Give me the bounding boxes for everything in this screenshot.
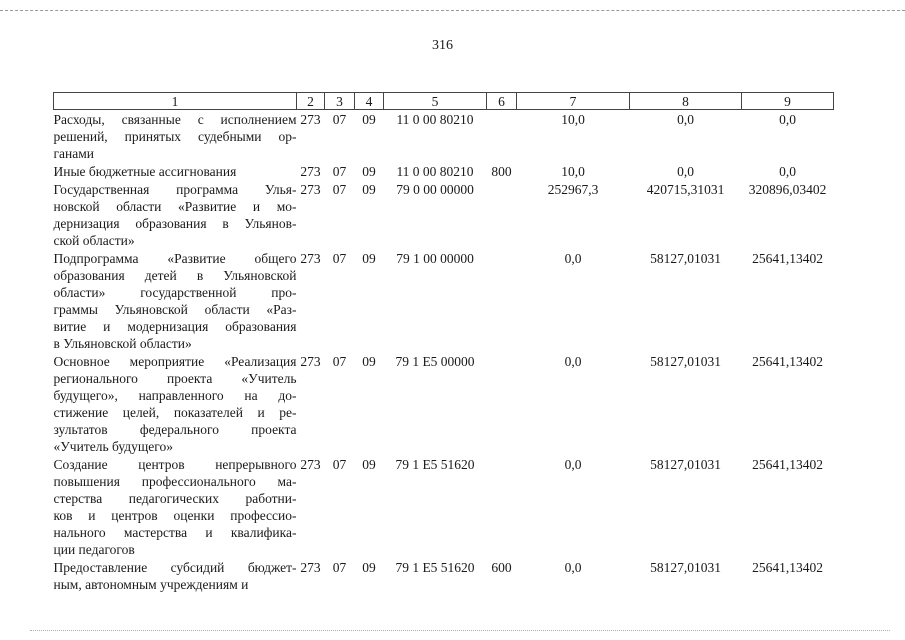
- cell-expense-type: [487, 352, 517, 455]
- row-description: [54, 162, 297, 180]
- cell-amount-7: 0,0: [564, 354, 582, 369]
- cell-amount-8: 58127,01031: [650, 354, 721, 369]
- cell-target-article: 79 1 00 00000: [396, 251, 474, 266]
- description-line: стижение целей, показателей и ре-: [53, 405, 297, 420]
- description-line: новской области «Развитие и мо-: [53, 199, 297, 214]
- description-line: ской области»: [53, 233, 135, 248]
- cell-expense-type: 600: [491, 560, 512, 575]
- column-header: 8: [630, 93, 742, 110]
- cell-amount-9: 25641,13402: [752, 457, 823, 472]
- cell-amount-8: 58127,01031: [650, 457, 721, 472]
- cell-target-article: 79 1 Е5 51620: [395, 457, 475, 472]
- column-header: 5: [384, 93, 487, 110]
- cell-subsection: 09: [362, 354, 376, 369]
- cell-expense-type: [487, 110, 517, 163]
- row-description: [54, 558, 297, 593]
- cell-admin-code: 273: [300, 354, 321, 369]
- column-header: 4: [355, 93, 384, 110]
- cell-subsection: 09: [362, 182, 376, 197]
- description-line: ганами: [53, 146, 95, 161]
- cell-target-article: 79 1 Е5 00000: [395, 354, 475, 369]
- table-row: [54, 110, 834, 163]
- description-line: Создание центров непрерывного: [53, 457, 297, 472]
- description-line: области» государственной про-: [53, 285, 297, 300]
- cell-amount-8: 58127,01031: [650, 560, 721, 575]
- cell-amount-7: 0,0: [564, 251, 582, 266]
- description-line: ков и центров оценки профессио-: [53, 508, 297, 523]
- cell-admin-code: 273: [300, 182, 321, 197]
- scan-edge-top: [0, 10, 905, 11]
- column-header: 2: [297, 93, 325, 110]
- description-line: Предоставление субсидий бюджет-: [53, 560, 297, 575]
- cell-amount-9: 320896,03402: [748, 182, 827, 197]
- row-description: [54, 455, 297, 558]
- description-line: ции педагогов: [53, 542, 135, 557]
- description-line: стерства педагогических работни-: [53, 491, 297, 506]
- cell-subsection: 09: [362, 560, 376, 575]
- budget-table: [53, 92, 834, 593]
- description-line: Подпрограмма «Развитие общего: [53, 251, 297, 266]
- cell-expense-type: 800: [491, 164, 512, 179]
- description-line: граммы Ульяновской области «Раз-: [53, 302, 297, 317]
- cell-admin-code: 273: [300, 457, 321, 472]
- cell-section: 07: [332, 560, 347, 575]
- cell-amount-7: 10,0: [561, 112, 585, 127]
- cell-amount-8: 0,0: [677, 164, 694, 179]
- cell-subsection: 09: [362, 251, 376, 266]
- row-description: [54, 180, 297, 249]
- table-row: [54, 180, 834, 249]
- column-header: 3: [325, 93, 355, 110]
- cell-amount-7: 0,0: [564, 560, 582, 575]
- cell-subsection: 09: [362, 457, 376, 472]
- row-description: [54, 249, 297, 352]
- cell-admin-code: 273: [300, 251, 321, 266]
- cell-target-article: 79 1 Е5 51620: [395, 560, 475, 575]
- cell-admin-code: 273: [300, 560, 321, 575]
- cell-subsection: 09: [362, 112, 376, 127]
- description-line: решений, принятых судебными ор-: [53, 129, 297, 144]
- cell-admin-code: 273: [300, 112, 321, 127]
- description-line: витие и модернизация образования: [53, 319, 297, 334]
- cell-amount-9: 25641,13402: [752, 354, 823, 369]
- table-row: [54, 558, 834, 593]
- cell-amount-7: 10,0: [561, 164, 585, 179]
- table-row: [54, 249, 834, 352]
- cell-amount-8: 420715,31031: [646, 182, 725, 197]
- cell-section: 07: [332, 164, 347, 179]
- row-description: [54, 110, 297, 163]
- description-line: Иные бюджетные ассигнования: [53, 164, 237, 179]
- cell-section: 07: [332, 251, 347, 266]
- cell-amount-9: 25641,13402: [752, 251, 823, 266]
- cell-expense-type: [487, 180, 517, 249]
- row-description: [54, 352, 297, 455]
- cell-section: 07: [332, 457, 347, 472]
- description-line: образования детей в Ульяновской: [53, 268, 297, 283]
- cell-amount-8: 0,0: [677, 112, 694, 127]
- table-row: [54, 455, 834, 558]
- description-line: будущего», направленного на до-: [53, 388, 297, 403]
- cell-amount-7: 0,0: [564, 457, 582, 472]
- description-line: ным, автономным учреждениям и: [53, 577, 249, 592]
- cell-target-article: 79 0 00 00000: [396, 182, 474, 197]
- cell-section: 07: [332, 182, 347, 197]
- description-line: в Ульяновской области»: [53, 336, 192, 351]
- cell-admin-code: 273: [300, 164, 321, 179]
- cell-target-article: 11 0 00 80210: [396, 164, 474, 179]
- table-row: [54, 352, 834, 455]
- table-row: [54, 162, 834, 180]
- description-line: Расходы, связанные с исполнением: [53, 112, 297, 127]
- cell-amount-8: 58127,01031: [650, 251, 721, 266]
- description-line: дернизация образования в Ульянов-: [53, 216, 297, 231]
- cell-section: 07: [332, 354, 347, 369]
- description-line: «Учитель будущего»: [53, 439, 173, 454]
- cell-amount-7: 252967,3: [547, 182, 599, 197]
- column-header: 7: [517, 93, 630, 110]
- column-header: 9: [742, 93, 834, 110]
- description-line: Основное мероприятие «Реализация: [53, 354, 297, 369]
- cell-section: 07: [332, 112, 347, 127]
- description-line: регионального проекта «Учитель: [53, 371, 297, 386]
- cell-target-article: 11 0 00 80210: [396, 112, 474, 127]
- page-number: 316: [432, 38, 453, 53]
- column-header: 1: [54, 93, 297, 110]
- cell-subsection: 09: [362, 164, 376, 179]
- description-line: повышения профессионального ма-: [53, 474, 297, 489]
- description-line: зультатов федерального проекта: [53, 422, 297, 437]
- cell-amount-9: 0,0: [779, 164, 796, 179]
- cell-amount-9: 25641,13402: [752, 560, 823, 575]
- column-header: 6: [487, 93, 517, 110]
- table-header-row: [54, 93, 834, 110]
- cell-expense-type: [487, 249, 517, 352]
- scan-edge-bottom: [30, 630, 890, 631]
- cell-expense-type: [487, 455, 517, 558]
- cell-amount-9: 0,0: [779, 112, 796, 127]
- description-line: нального мастерства и квалифика-: [53, 525, 297, 540]
- description-line: Государственная программа Улья-: [53, 182, 297, 197]
